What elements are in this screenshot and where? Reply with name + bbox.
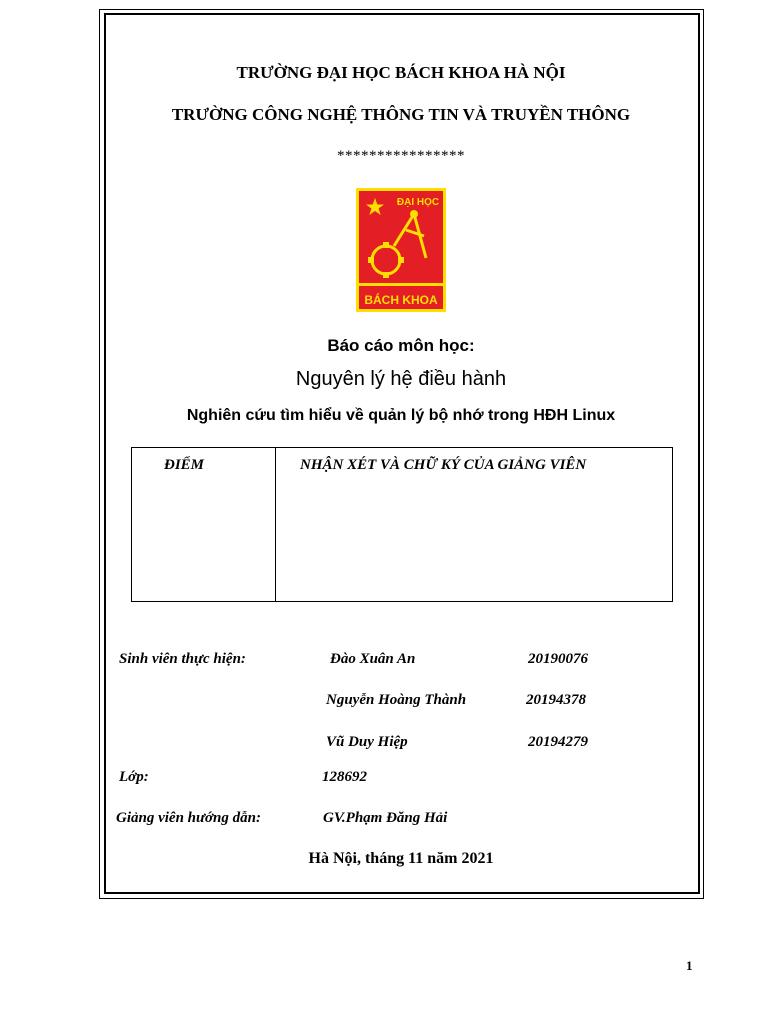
student-id-3: 20194279	[528, 734, 588, 750]
university-title: TRƯỜNG ĐẠI HỌC BÁCH KHOA HÀ NỘI	[236, 63, 566, 82]
logo-bottom-text: BÁCH KHOA	[364, 293, 438, 307]
class-label: Lớp:	[119, 769, 149, 785]
advisor-label: Giảng viên hướng dẫn:	[116, 810, 261, 826]
comment-column-header: NHẬN XÉT VÀ CHỮ KÝ CỦA GIẢNG VIÊN	[300, 457, 587, 473]
university-logo	[356, 188, 446, 312]
student-id-2: 20194378	[526, 692, 586, 708]
grade-column-header: ĐIỂM	[164, 457, 205, 473]
grade-table-divider	[275, 447, 276, 602]
report-label: Báo cáo môn học:	[327, 336, 475, 355]
logo-top-text: ĐẠI HỌC	[396, 197, 440, 208]
class-value: 128692	[322, 769, 367, 785]
student-name-3: Vũ Duy Hiệp	[326, 734, 408, 750]
student-name-2: Nguyễn Hoàng Thành	[326, 692, 467, 708]
students-label: Sinh viên thực hiện:	[119, 651, 246, 667]
report-topic: Nghiên cứu tìm hiểu về quản lý bộ nhớ trong HĐH Linux	[186, 407, 616, 424]
school-title: TRƯỜNG CÔNG NGHỆ THÔNG TIN VÀ TRUYỀN THÔNG	[171, 105, 631, 124]
page-number: 1	[686, 958, 693, 973]
advisor-name: GV.Phạm Đăng Hải	[323, 810, 448, 826]
logo-graphic	[356, 188, 446, 312]
stars-divider: ****************	[337, 148, 465, 164]
student-id-1: 20190076	[528, 651, 588, 667]
city-date: Hà Nội, tháng 11 năm 2021	[308, 850, 494, 867]
student-name-1: Đào Xuân An	[330, 651, 416, 667]
subject-title: Nguyên lý hệ điều hành	[295, 368, 507, 390]
